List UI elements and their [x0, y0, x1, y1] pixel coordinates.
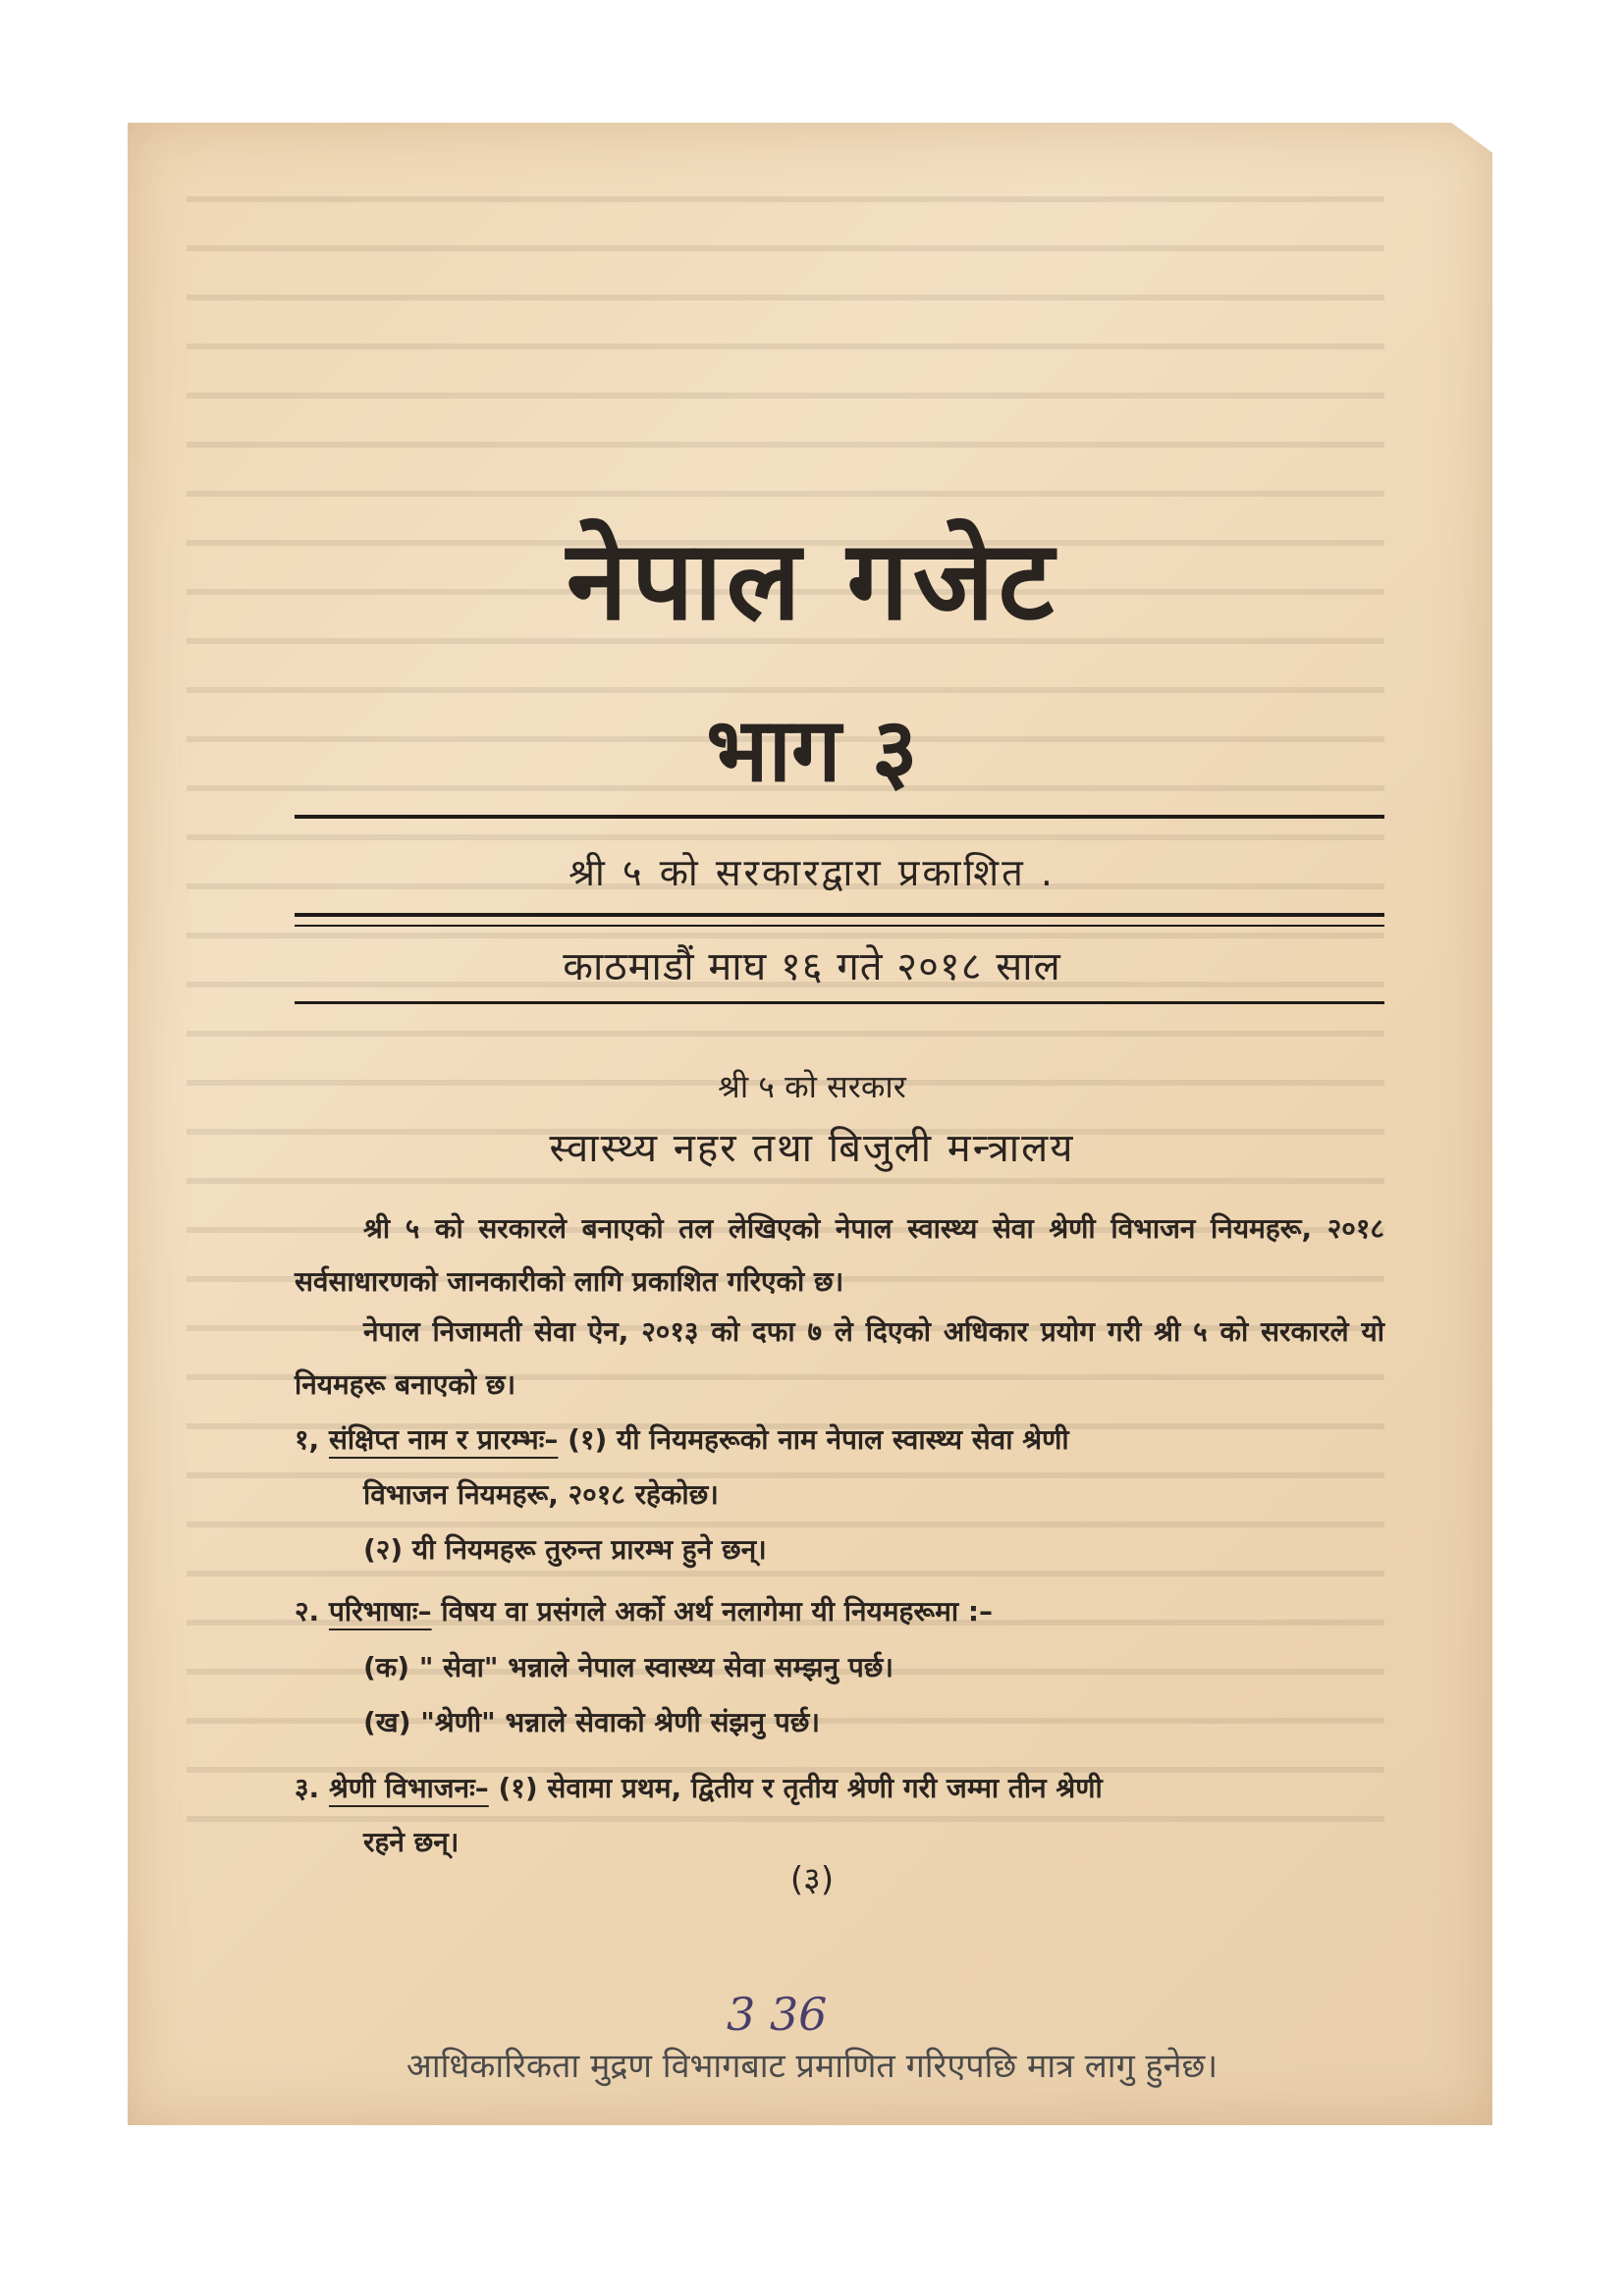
- definition-b: (ख) "श्रेणी" भन्नाले सेवाको श्रेणी संझनु पर्छ।: [363, 1706, 820, 1738]
- rule-text: (१) सेवामा प्रथम, द्वितीय र तृतीय श्रेणी गरी जम्मा तीन श्रेणी: [488, 1772, 1103, 1804]
- rule-number: ३.: [295, 1772, 320, 1804]
- rule-text: विषय वा प्रसंगले अर्को अर्थ नलागेमा यी नियमहरूमा :–: [431, 1595, 994, 1628]
- handwritten-note: 3 36: [727, 1988, 828, 2041]
- definition-a: (क) " सेवा" भन्नाले नेपाल स्वास्थ्य सेवा सम्झनु पर्छ।: [363, 1651, 893, 1683]
- rule-3: [295, 1762, 1384, 1815]
- rule-1: [295, 1414, 1384, 1467]
- rule-title: श्रेणी विभाजनः–: [328, 1772, 489, 1804]
- rule-2: [295, 1585, 1384, 1638]
- divider-rule: [295, 1001, 1384, 1004]
- rule-1-subclause-2: (२) यी नियमहरू तुरुन्त प्रारम्भ हुने छन्।: [363, 1533, 767, 1566]
- rule-number: १,: [295, 1423, 320, 1456]
- divider-rule: [295, 815, 1384, 819]
- rule-title: संक्षिप्त नाम र प्रारम्भः–: [328, 1423, 559, 1456]
- rule-text: (१) यी नियमहरूको नाम नेपाल स्वास्थ्य सेवा श्रेणी: [558, 1423, 1069, 1456]
- rule-3-continuation: रहने छन्।: [363, 1826, 460, 1858]
- divider-rule: [295, 925, 1384, 927]
- divider-rule: [295, 913, 1384, 917]
- issuing-ministry: स्वास्थ्य नहर तथा बिजुली मन्त्रालय: [549, 1126, 1075, 1171]
- authentication-footer: आधिकारिकता मुद्रण विभागबाट प्रमाणित गरिएपछि मात्र लागु हुनेछ।: [406, 2047, 1218, 2086]
- dateline: काठमाडौं माघ १६ गते २०१८ साल: [563, 944, 1061, 989]
- rule-title: परिभाषाः–: [328, 1595, 432, 1628]
- preamble-paragraph: श्री ५ को सरकारले बनाएको तल लेखिएको नेपाल स्वास्थ्य सेवा श्रेणी विभाजन नियमहरू, २०१८ सर्वसाधारणको जानकारीको लागि प्रकाशित गरिएको छ।: [295, 1212, 1384, 1298]
- preamble-paragraph: नेपाल निजामती सेवा ऐन, २०१३ को दफा ७ ले दिएको अधिकार प्रयोग गरी श्री ५ को सरकारले यो नियमहरू बनाएको छ।: [295, 1315, 1384, 1401]
- page-number: (३): [789, 1860, 835, 1899]
- part-heading: भाग ३: [706, 699, 918, 802]
- rule-1-continuation: विभाजन नियमहरू, २०१८ रहेकोछ।: [363, 1478, 719, 1511]
- publisher-line: श्री ५ को सरकारद्वारा प्रकाशित .: [568, 851, 1056, 894]
- rule-number: २.: [295, 1595, 320, 1628]
- issuing-government: श्री ५ को सरकार: [718, 1068, 906, 1105]
- gazette-masthead: नेपाल गजेट: [566, 517, 1058, 645]
